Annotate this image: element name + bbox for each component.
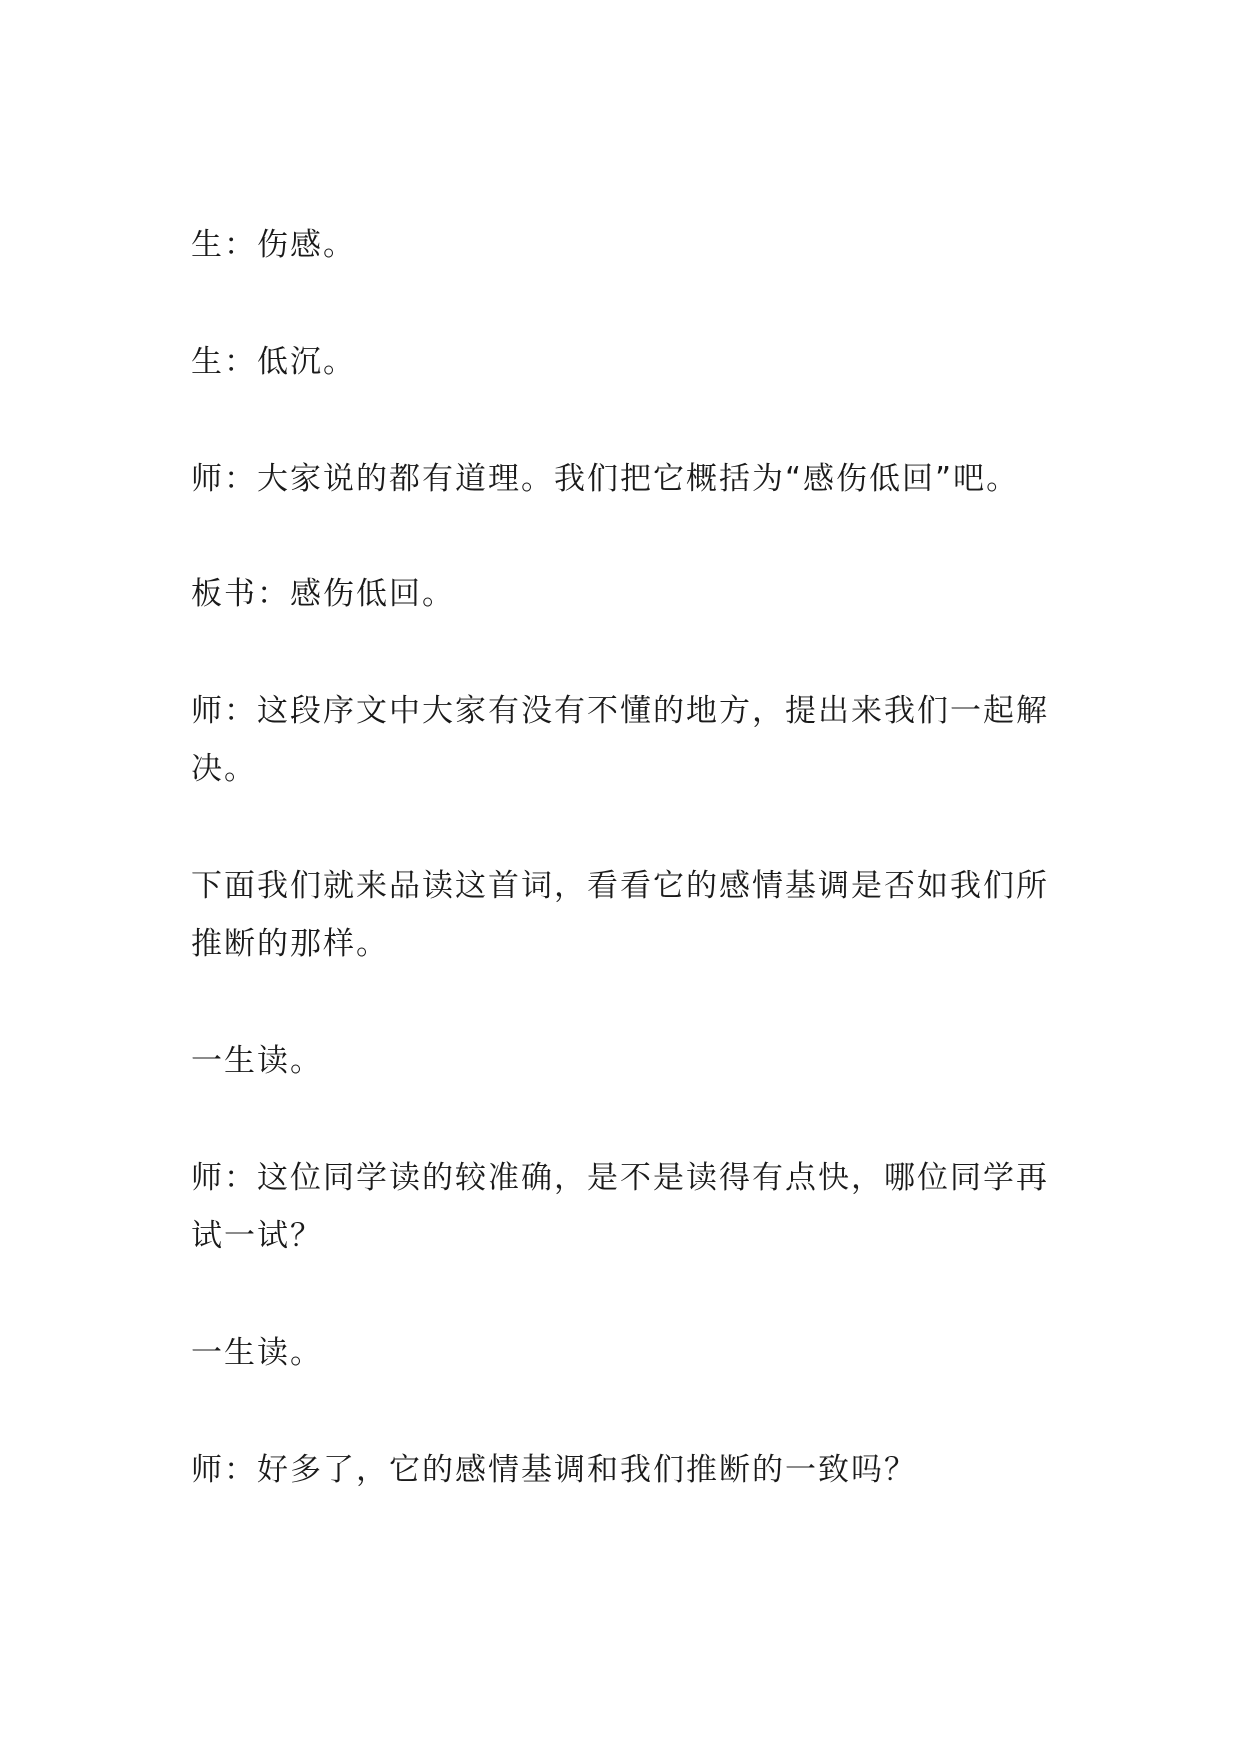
paragraph-2: 生：低沉。	[191, 344, 356, 380]
paragraph-3: 师：大家说的都有道理。我们把它概括为“感伤低回”吧。	[191, 461, 1020, 497]
paragraph-7: 一生读。	[191, 1043, 323, 1079]
paragraph-6-continuation: 推断的那样。	[191, 926, 389, 962]
paragraph-9: 一生读。	[191, 1335, 323, 1371]
paragraph-10: 师：好多了，它的感情基调和我们推断的一致吗？	[191, 1452, 917, 1488]
paragraph-1: 生：伤感。	[191, 227, 356, 263]
paragraph-5: 师：这段序文中大家有没有不懂的地方，提出来我们一起解	[191, 693, 1049, 729]
paragraph-4: 板书：感伤低回。	[191, 576, 455, 612]
paragraph-8: 师：这位同学读的较准确，是不是读得有点快，哪位同学再	[191, 1160, 1049, 1196]
paragraph-5-continuation: 决。	[191, 751, 257, 787]
paragraph-8-continuation: 试一试？	[191, 1218, 323, 1254]
paragraph-6: 下面我们就来品读这首词，看看它的感情基调是否如我们所	[191, 868, 1049, 904]
